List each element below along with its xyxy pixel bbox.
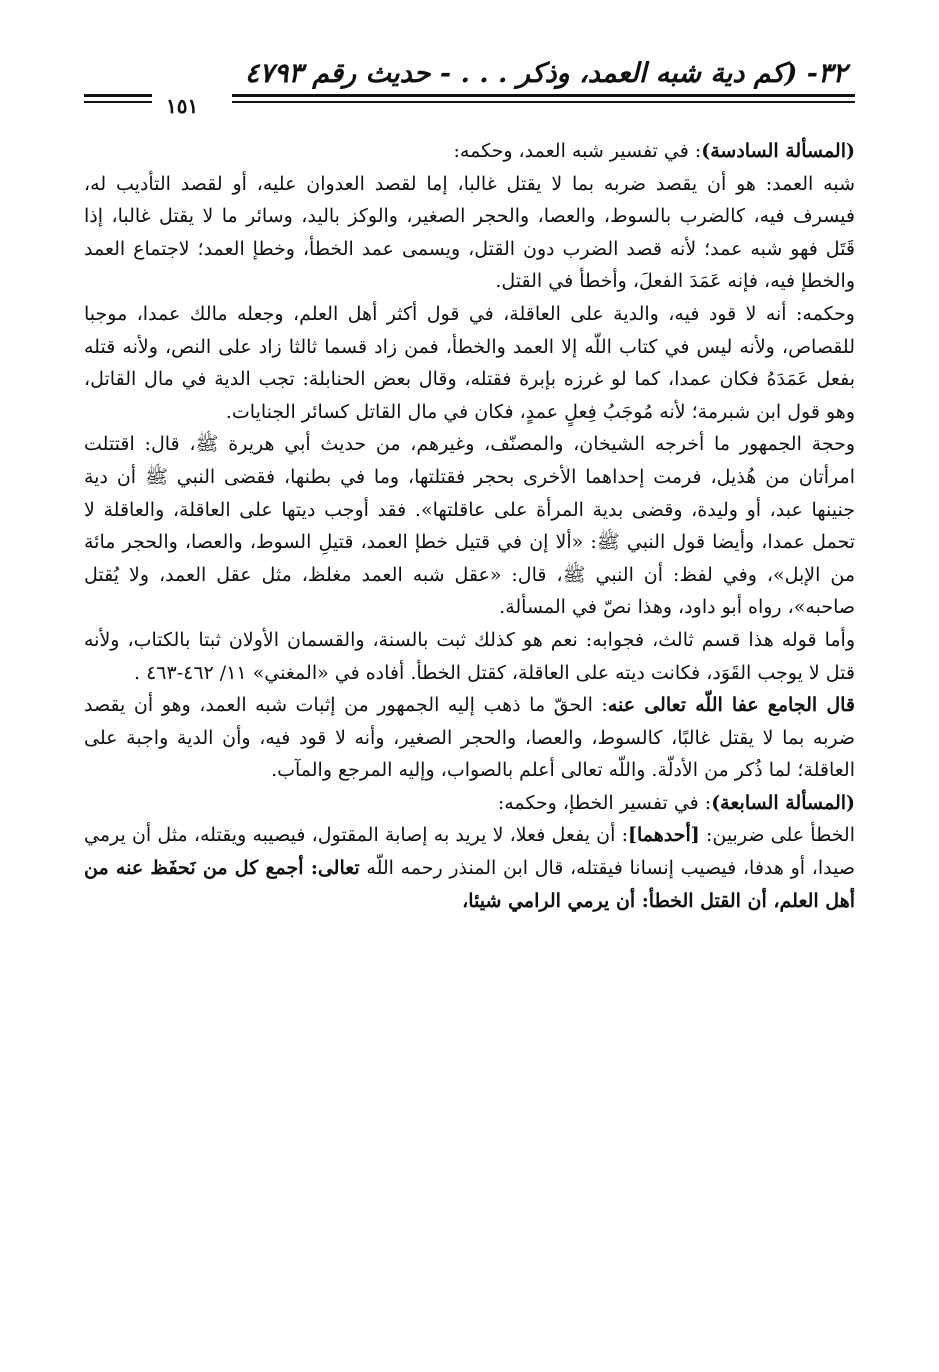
text-run: وأما قوله هذا قسم ثالث، فجوابه: نعم هو كذلك ثبت بالسنة، والقسمان الأولان ثبتا بالكتاب، ولأنه قتل لا يوجب القَوَد، فكانت ديته على العاقلة، كقتل الخطأ. أفاده في «المغني» ١١/ ٤٦٢-٤٦٣ . — [84, 628, 855, 684]
paragraph — [84, 428, 855, 624]
paragraph — [84, 819, 855, 917]
page-number: ١٥١ — [166, 94, 199, 118]
bold-text: تعالى: أجمع كل من نَحفَظ عنه من أهل العلم، أن القتل الخطأ: أن يرمي الرامي شيئا، — [84, 857, 855, 912]
main-text — [84, 135, 855, 917]
text-run: : في تفسير الخطإ، وحكمه: — [497, 791, 712, 814]
text-run: : في تفسير شبه العمد، وحكمه: — [453, 140, 702, 162]
bold-text: (المسألة السابعة) — [711, 791, 855, 814]
page-header — [84, 54, 855, 118]
bold-text: (المسألة السادسة) — [701, 140, 855, 162]
paragraph — [84, 624, 855, 689]
bold-text: [أحدهما] — [628, 824, 700, 847]
paragraph — [84, 135, 855, 168]
text-run: : أن يفعل فعلا، لا يريد به إصابة المقتول، فيصيبه ويقتله، مثل أن يرمي صيدا، أو هدفا، فيصيب إنسانا فيقتله، قال ابن المنذر رحمه اللّه — [84, 824, 855, 880]
header-rule-left — [84, 94, 152, 97]
paragraph — [84, 689, 855, 787]
text-run: الخطأ على ضربين: — [699, 824, 855, 847]
text-run: شبه العمد: هو أن يقصد ضربه بما لا يقتل غالبا، إما لقصد العدوان عليه، أو لقصد التأديب له، فيسرف فيه، كالضرب بالسوط، والعصا، والحجر الصغير، والوكز باليد، وسائر ما لا يقتل غالبا، إذا قَتَل فهو شبه عمد؛ لأنه قصد الضرب دون القتل، ويسمى عمد الخطأ، وخطإ العمد؛ لاجتماع العمد والخطإ فيه، فإنه عَمَدَ الفعلَ، وأخطأ في القتل. — [84, 172, 855, 293]
header-rule-right — [232, 94, 855, 97]
paragraph — [84, 168, 855, 298]
text-run: : الحقّ ما ذهب إليه الجمهور من إثبات شبه العمد، وهو أن يقصد ضربه بما لا يقتل غالبًا، كالسوط، والعصا، والحجر الصغير، وأنه لا قود فيه، وأن الدية واجبة على العاقلة؛ لما ذُكر من الأدلّة. واللّه تعالى أعلم بالصواب، وإليه المرجع والمآب. — [84, 694, 855, 782]
header-rule-right-lower — [232, 101, 855, 103]
running-title: ٣٢- (كم دية شبه العمد، وذكر . . . - حديث رقم ٤٧٩٣ — [244, 58, 847, 89]
text-run: وحكمه: أنه لا قود فيه، والدية على العاقلة، في قول أكثر أهل العلم، وجعله مالك عمدا، موجبا للقصاص، ولأنه ليس في كتاب اللّه إلا العمد والخطأ، فمن زاد قسما ثالثا زاد على النص، ولأنه قتله بفعل عَمَدَهُ فكان عمدا، كما لو غرزه بإبرة فقتله، وقال بعض الحنابلة: تجب الدية في مال القاتل، وهو قول ابن شبرمة؛ لأنه مُوجَبُ فِعلٍ عمدٍ، فكان في مال القاتل كسائر الجنايات. — [84, 302, 855, 423]
text-run: وحجة الجمهور ما أخرجه الشيخان، والمصنّف، وغيرهم، من حديث أبي هريرة ﷺ، قال: اقتتلت امرأتان من هُذيل، فرمت إحداهما الأخرى بحجر فقتلتها، وما في بطنها، فقضى النبي ﷺ أن دية جنينها عبد، أو وليدة، وقضى بدية المرأة على عاقلتها». فقد أوجب ديتها على العاقلة، والعاقلة لا تحمل عمدا، وأيضا قول النبي ﷺ: «ألا إن في قتيل خطإ العمد، قتيلِ السوط، والعصا، والحجر مائة من الإبل»، وفي لفظ: أن النبي ﷺ، قال: «عقل شبه العمد مغلظ، مثل عقل العمد، ولا يُقتل صاحبه»، رواه أبو داود، وهذا نصّ في المسألة. — [84, 433, 855, 619]
header-rule-left-lower — [84, 101, 152, 103]
paragraph — [84, 298, 855, 428]
paragraph — [84, 787, 855, 820]
bold-text: قال الجامع عفا اللّه تعالى عنه — [607, 694, 855, 717]
